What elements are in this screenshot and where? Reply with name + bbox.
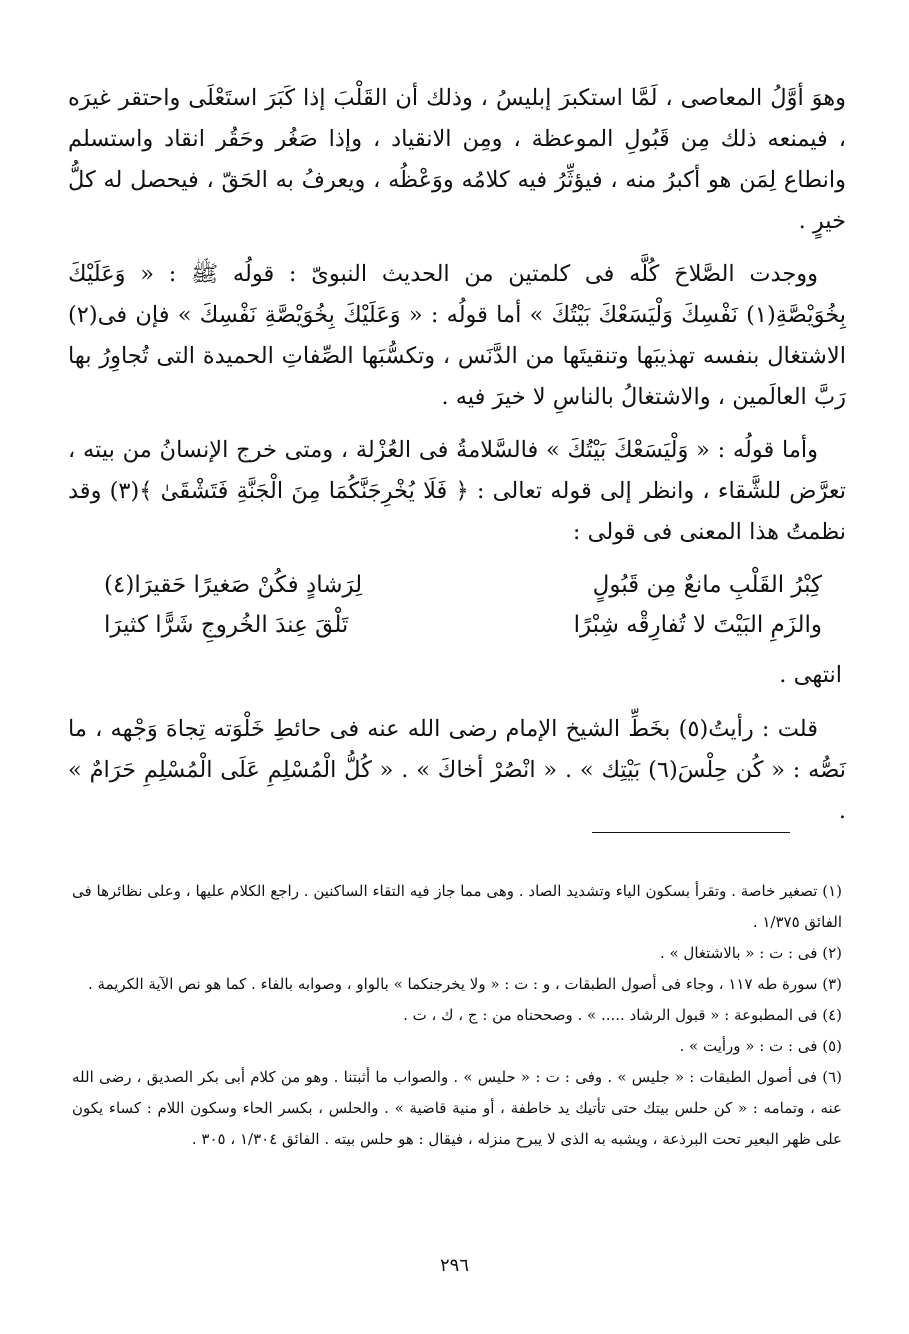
paragraph-2: ووجدت الصَّلاحَ كُلَّه فى كلمتين من الحديث النبوىّ : قولُه ﷺ : « وَعَلَيْكَ بِخُوَيْصَّةِ(١) نَفْسِكَ وَلْيَسَعْكَ بَيْتُكَ » أما قولُه : « وَعَلَيْكَ بِخُوَيْصَّةِ نَفْسِكَ » فإن فى(٢) الاشتغال بنفسه تهذيبَها وتنقيتَها من الدَّنَس ، وتكسُّبَها الصِّفاتِ الحميدة التى تُجاوِرُ بها رَبَّ العالَمين ، والاشتغالُ بالناسِ لا خيرَ فيه . bbox=[68, 261, 846, 410]
footnote-1: (١) تصغير خاصة . وتقرأ بسكون الياء وتشديد الصاد . وهى مما جاز فيه التقاء الساكنين . راجع الكلام عليها ، وعلى نظائرها فى الفائق ١/٣٧٥ . bbox=[72, 882, 842, 931]
poem-verse-1-second-hemistich: لِرَشادٍ فكُنْ صَغيرًا حَقيرَا(٤) bbox=[104, 572, 363, 598]
paragraph-4: قلت : رأيتُ(٥) بخَطِّ الشيخ الإمام رضى الله عنه فى حائطِ خَلْوَته تِجاهَ وَجْهه ، ما نَصُّه : « كُن حِلْسَ(٦) بَيْتِك » . « انْصُرْ أخاكَ » . « كُلُّ الْمُسْلِمِ عَلَى الْمُسْلِمِ حَرَامٌ » . bbox=[68, 716, 847, 824]
footnote-2: (٢) فى : ت : « بالاشتغال » . bbox=[659, 944, 842, 962]
footnote-6: (٦) فى أصول الطبقات : « جليس » . وفى : ت : « حليس » . والصواب ما أثبتنا . وهو من كلام أبى بكر الصديق ، رضى الله عنه ، وتمامه : « كن حلس بيتك حتى تأتيك يد خاطفة ، أو منية قاضية » . والحلس ، بكسر الحاء وسكون اللام : كساء يكون على ظهر البعير تحت البرذعة ، ويشبه به الذى لا يبرح منزله ، فيقال : هو حلس بيته . الفائق ١/٣٠٤ ، ٣٠٥ . bbox=[72, 1068, 842, 1148]
footnotes bbox=[72, 876, 842, 1155]
poem-verse-2-second-hemistich: تَلْقَ عِندَ الخُروجِ شَرًّا كثيرَا bbox=[104, 612, 349, 638]
poem-verse-1 bbox=[68, 565, 846, 605]
footnote-5: (٥) فى : ت : « ورأيت » . bbox=[679, 1037, 842, 1055]
footnote-4: (٤) فى المطبوعة : « قبول الرشاد ..... » . وصححناه من : ج ، ك ، ت . bbox=[403, 1006, 842, 1024]
paragraph-3: وأما قولُه : « وَلْيَسَعْكَ بَيْتُكَ » فالسَّلامةُ فى العُزْلة ، ومتى خرج الإنسانُ من بيته ، تعرَّض للشَّقاء ، وانظر إلى قوله تعالى : ﴿ فَلَا يُخْرِجَنَّكُمَا مِنَ الْجَنَّةِ فَتَشْقَىٰ ﴾(٣) وقد نظمتُ هذا المعنى فى قولى : bbox=[68, 437, 846, 545]
poem-verse-2-first-hemistich: والزَمِ البَيْتَ لا تُفارِقْه شِبْرًا bbox=[573, 612, 822, 638]
poem-end-word: انتهى . bbox=[779, 662, 842, 688]
poem-verse-2 bbox=[68, 605, 846, 645]
page-number: ٢٩٦ bbox=[439, 1255, 469, 1276]
paragraph-1: وهوَ أوَّلُ المعاصى ، لَمَّا استكبرَ إبليسُ ، وذلك أن القَلْبَ إذا كَبَرَ استَعْلَى واحتقر غيرَه ، فيمنعه ذلك مِن قَبُولِ الموعظة ، ومِن الانقياد ، وإذا صَغُر وحَقُر انقاد واستسلم وانطاع لِمَن هو أكبرُ منه ، فيؤثِّرُ فيه كلامُه ووَعْظُه ، ويعرفُ به الحَقّ ، فيحصل له كلُّ خيرٍ . bbox=[68, 85, 846, 234]
footnote-separator bbox=[592, 832, 790, 833]
poem-verse-1-first-hemistich: كِبْرُ القَلْبِ مانعٌ مِن قَبُولٍ bbox=[592, 572, 822, 598]
footnote-3: (٣) سورة طه ١١٧ ، وجاء فى أصول الطبقات ، و : ت : « ولا يخرجنكما » بالواو ، وصوابه بالفاء . كما هو نص الآية الكريمة . bbox=[87, 975, 842, 993]
poem bbox=[68, 565, 846, 645]
main-text bbox=[68, 78, 846, 844]
